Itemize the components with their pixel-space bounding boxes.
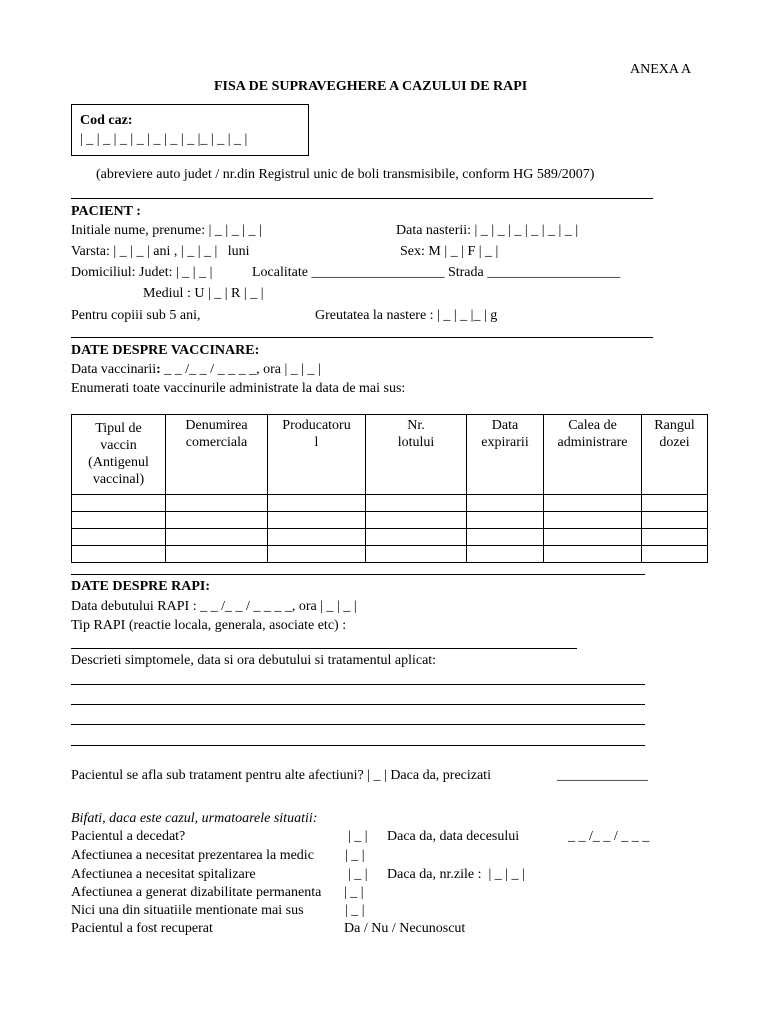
data-vaccinarii-colon: : [156,362,161,377]
cod-caz-field[interactable]: | _ | _ | _ | _ | _ | _ | _ |_ | _ | _ | [80,132,248,147]
annex-label: ANEXA A [630,62,692,77]
cod-caz-label: Cod caz: [80,113,133,128]
greutatea-field[interactable]: Greutatea la nastere : | _ | _ |_ | g [315,308,498,323]
localitate-strada-field[interactable]: Localitate ___________________ Strada ___________________ [252,265,621,280]
varsta-field[interactable]: Varsta: | _ | _ | ani , | _ | _ | luni [71,244,250,259]
data-vaccinarii-field[interactable] [71,361,321,378]
niciuna-label: Nici una din situatiile mentionate mai sus [71,903,304,918]
table-cell[interactable] [544,512,642,529]
table-cell[interactable] [642,529,708,546]
description-line[interactable] [71,704,645,705]
tip-rapi-label: Tip RAPI (reactie locala, generala, asociate etc) : [71,618,347,633]
column-header: Data expirarii [467,415,544,495]
column-header: Nr. lotului [366,415,467,495]
table-cell[interactable] [72,512,166,529]
description-line[interactable] [71,745,645,746]
spitalizare-checkbox[interactable]: | _ | [348,867,368,882]
niciuna-checkbox[interactable]: | _ | [345,903,365,918]
table-cell[interactable] [268,546,366,563]
column-header: Producatoru l [268,415,366,495]
decedat-checkbox[interactable]: | _ | [348,829,368,844]
pacient-heading: PACIENT : [71,204,141,219]
table-cell[interactable] [366,512,467,529]
copii-note: Pentru copiii sub 5 ani, [71,308,201,323]
table-row [72,512,708,529]
recuperat-options[interactable]: Da / Nu / Necunoscut [344,921,466,936]
divider [71,198,653,199]
table-cell[interactable] [166,529,268,546]
cod-caz-note: (abreviere auto judet / nr.din Registrul unic de boli transmisibile, conform HG 589/2007) [96,167,595,182]
data-debut-field[interactable]: Data debutului RAPI : _ _ /_ _ / _ _ _ _, ora | _ | _ | [71,599,357,614]
rapi-heading: DATE DESPRE RAPI: [71,579,210,594]
tip-rapi-line[interactable] [71,648,577,649]
column-header: Tipul de vaccin (Antigenul vaccinal) [72,415,166,495]
table-cell[interactable] [72,529,166,546]
table-cell[interactable] [366,495,467,512]
table-cell[interactable] [642,546,708,563]
vaccine-table-header [72,415,708,495]
nr-zile-field[interactable]: Daca da, nr.zile : | _ | _ | [387,867,525,882]
table-cell[interactable] [166,495,268,512]
spitalizare-label: Afectiunea a necesitat spitalizare [71,867,256,882]
table-cell[interactable] [166,512,268,529]
alte-afectiuni-field[interactable]: Pacientul se afla sub tratament pentru alte afectiuni? | _ | Daca da, precizati [71,768,491,783]
situatii-heading: Bifati, daca este cazul, urmatoarele situatii: [71,811,318,826]
dizabilitate-label: Afectiunea a generat dizabilitate permanenta [71,885,322,900]
dizabilitate-checkbox[interactable]: | _ | [344,885,364,900]
precizati-line[interactable]: _____________ [557,768,648,783]
divider [71,574,645,575]
description-line[interactable] [71,684,645,685]
table-cell[interactable] [467,512,544,529]
descrieti-label: Descrieti simptomele, data si ora debutului si tratamentul aplicat: [71,653,437,668]
table-cell[interactable] [467,495,544,512]
table-cell[interactable] [72,546,166,563]
table-cell[interactable] [642,495,708,512]
table-cell[interactable] [467,529,544,546]
table-cell[interactable] [268,495,366,512]
table-row [72,546,708,563]
prezentare-label: Afectiunea a necesitat prezentarea la medic [71,848,314,863]
enumerati-text: Enumerati toate vaccinurile administrate la data de mai sus: [71,381,406,396]
decesului-label: Daca da, data decesului [387,829,520,844]
table-cell[interactable] [72,495,166,512]
table-cell[interactable] [544,546,642,563]
table-cell[interactable] [268,529,366,546]
table-cell[interactable] [366,529,467,546]
column-header: Denumirea comerciala [166,415,268,495]
column-header: Calea de administrare [544,415,642,495]
table-cell[interactable] [268,512,366,529]
data-decesului-field[interactable]: _ _ /_ _ / _ _ _ [568,829,650,844]
page-title: FISA DE SUPRAVEGHERE A CAZULUI DE RAPI [214,79,528,94]
column-header: Rangul dozei [642,415,708,495]
table-cell[interactable] [467,546,544,563]
data-vaccinarii-value: _ _ /_ _ / _ _ _ _, ora | _ | _ | [160,362,321,377]
initiale-field[interactable]: Initiale nume, prenume: | _ | _ | _ | [71,223,262,238]
table-cell[interactable] [366,546,467,563]
vaccine-table [71,414,708,563]
prezentare-checkbox[interactable]: | _ | [345,848,365,863]
description-line[interactable] [71,724,645,725]
vaccinare-heading: DATE DESPRE VACCINARE: [71,343,260,358]
data-nasterii-field[interactable]: Data nasterii: | _ | _ | _ | _ | _ | _ | [396,223,579,238]
table-cell[interactable] [544,529,642,546]
decedat-label: Pacientul a decedat? [71,829,186,844]
table-cell[interactable] [642,512,708,529]
domiciliu-judet-field[interactable]: Domiciliul: Judet: | _ | _ | [71,265,213,280]
sex-field[interactable]: Sex: M | _ | F | _ | [400,244,499,259]
table-cell[interactable] [166,546,268,563]
recuperat-label: Pacientul a fost recuperat [71,921,213,936]
mediul-field[interactable]: Mediul : U | _ | R | _ | [143,286,264,301]
table-cell[interactable] [544,495,642,512]
table-row [72,529,708,546]
divider [71,337,653,338]
table-row [72,495,708,512]
data-vaccinarii-label: Data vaccinarii [71,362,157,377]
